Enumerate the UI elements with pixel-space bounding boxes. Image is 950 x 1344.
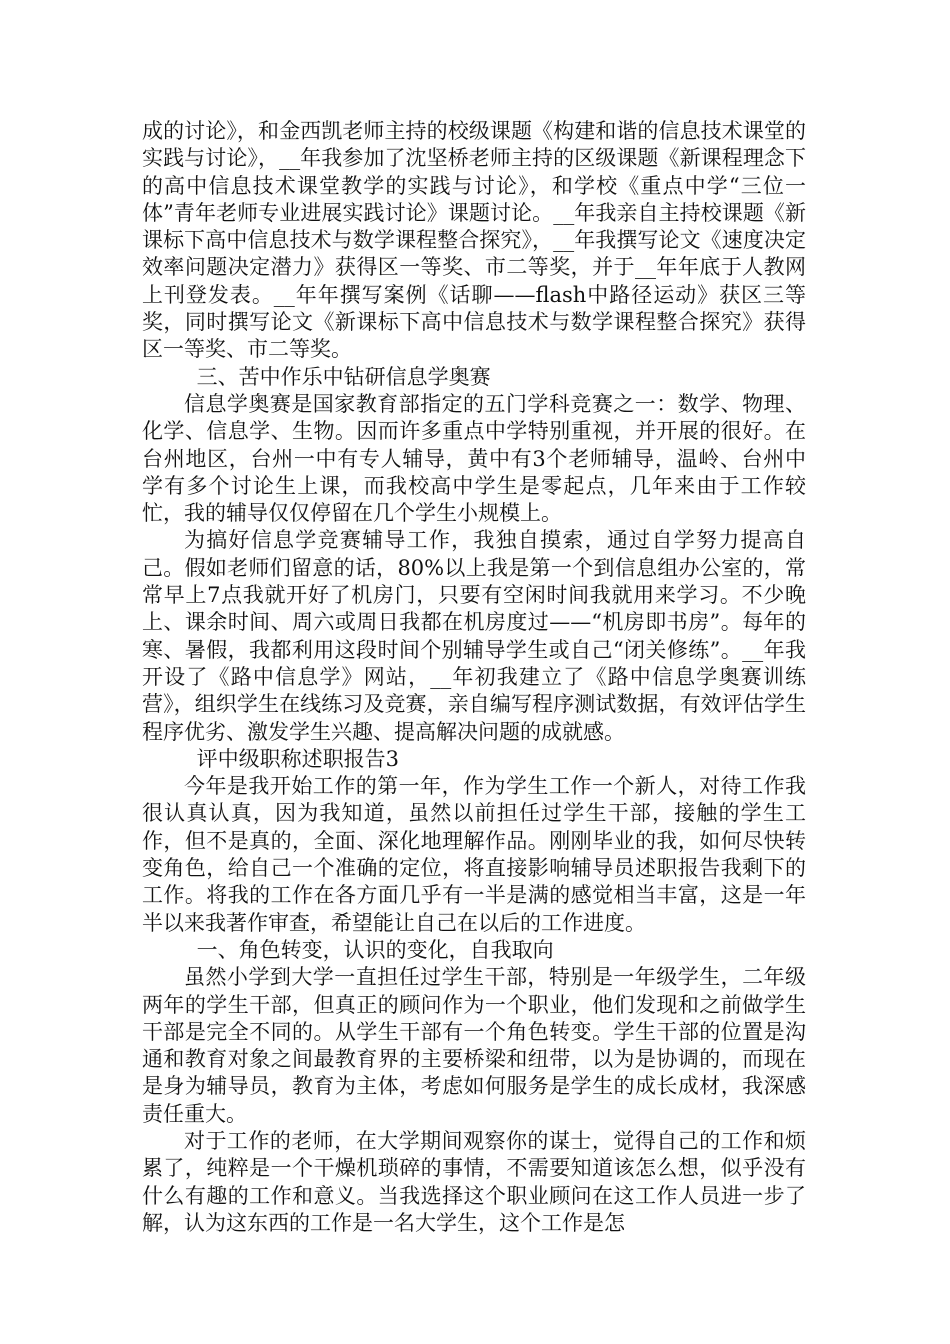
paragraph-work-reflection: 对于工作的老师，在大学期间观察你的谋士，觉得自己的工作和烦累了，纯粹是一个干燥机琐碎的事情，不需要知道该怎么想，似乎没有什么有趣的工作和意义。当我选择这个职业顾问在这工作人员进一步了解，认为这东西的工作是一名大学生，这个工作是怎 [142,1128,806,1235]
paragraph-research-projects: 成的讨论》，和金西凯老师主持的校级课题《构建和谐的信息技术课堂的实践与讨论》，__年我参加了沈坚桥老师主持的区级课题《新课程理念下的高中信息技术课堂教学的实践与讨论》，和学校《重点中学“三位一体”青年老师专业进展实践讨论》课题讨论。__年我亲自主持校课题《新课标下高中信息技术与数学课程整合探究》，__年我撰写论文《速度决定效率问题决定潜力》获得区一等奖、市二等奖，并于__年年底于人教网上刊登发表。__年年撰写案例《话聊——flash中路径运动》获区三等奖，同时撰写论文《新课标下高中信息技术与数学课程整合探究》获得区一等奖、市二等奖。 [142,119,806,362]
report-title: 评中级职称述职报告3 [196,746,399,771]
document-body [142,118,806,1237]
paragraph-olympiad-coaching: 为搞好信息学竞赛辅导工作，我独自摸索，通过自学努力提高自己。假如老师们留意的话，80%以上我是第一个到信息组办公室的，常常早上7点我就开好了机房门，只要有空闲时间我就用来学习。不少晚上、课余时间、周六或周日我都在机房度过——“机房即书房”。每年的寒、暑假，我都利用这段时间个别辅导学生或自己“闭关修练”。__年我开设了《路中信息学》网站，__年初我建立了《路中信息学奥赛训练营》，组织学生在线练习及竞赛，亲自编写程序测试数据，有效评估学生程序优劣、激发学生兴趣、提高解决问题的成就感。 [142,528,806,744]
section-heading-role-change: 一、角色转变，认识的变化，自我取向 [196,937,554,962]
paragraph-first-year: 今年是我开始工作的第一年，作为学生工作一个新人，对待工作我很认真认真，因为我知道，虽然以前担任过学生干部，接触的学生工作，但不是真的，全面、深化地理解作品。刚刚毕业的我，如何尽快转变角色，给自己一个准确的定位，将直接影响辅导员述职报告我剩下的工作。将我的工作在各方面几乎有一半是满的感觉相当丰富，这是一年半以来我著作审查，希望能让自己在以后的工作进度。 [142,774,806,935]
section-heading-olympiad: 三、苦中作乐中钻研信息学奥赛 [196,364,491,389]
paragraph-student-cadre: 虽然小学到大学一直担任过学生干部，特别是一年级学生，二年级两年的学生干部，但真正的顾问作为一个职业，他们发现和之前做学生干部是完全不同的。从学生干部有一个角色转变。学生干部的位置是沟通和教育对象之间最教育界的主要桥梁和纽带，以为是协调的，而现在是身为辅导员，教育为主体，考虑如何服务是学生的成长成材，我深感责任重大。 [142,965,806,1126]
paragraph-olympiad-intro: 信息学奥赛是国家教育部指定的五门学科竞赛之一：数学、物理、化学、信息学、生物。因而许多重点中学特别重视，并开展的很好。在台州地区，台州一中有专人辅导，黄中有3个老师辅导，温岭、台州中学有多个讨论生上课，而我校高中学生是零起点，几年来由于工作较忙，我的辅导仅仅停留在几个学生小规模上。 [142,391,806,526]
